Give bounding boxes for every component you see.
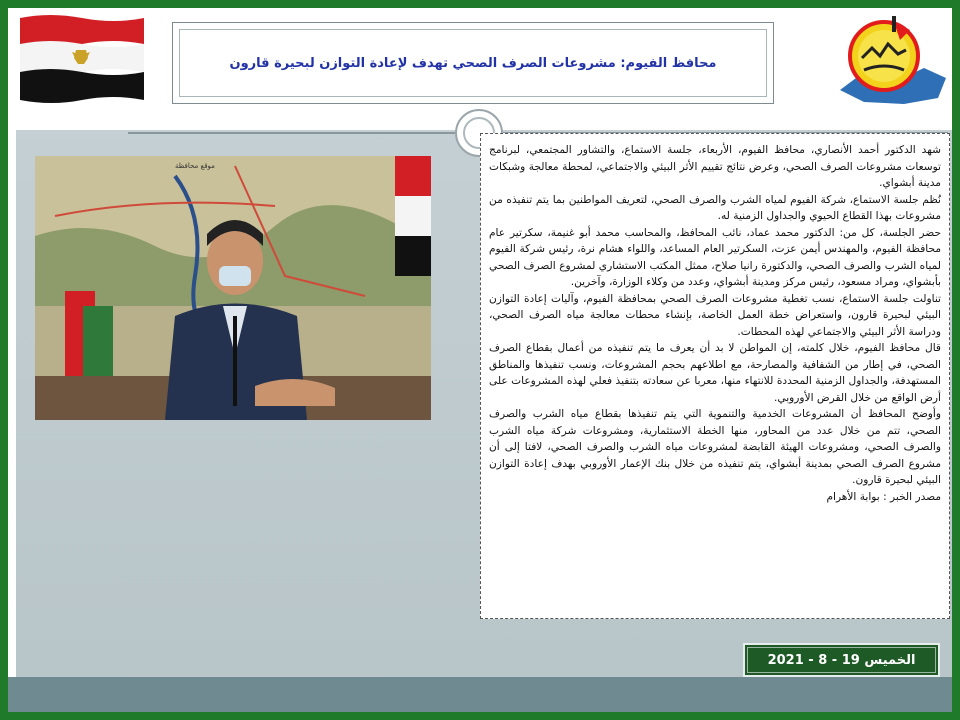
article-paragraph-2: نُظم جلسة الاستماع، شركة الفيوم لمياه الشرب والصرف الصحي، لتعريف المواطنين بما يتم تنفيذه من مشروعات بهذا القطاع الحيوي والجداول الزمنية له. <box>489 193 941 222</box>
slide <box>8 8 952 712</box>
article-paragraph-3: حضر الجلسة، كل من: الدكتور محمد عماد، نائب المحافظ، والمحاسب محمد أبو غنيمة، سكرتير عام محافظة الفيوم، والمهندس أيمن عزت، السكرتير العام المساعد، واللواء هشام نرة، رئيس شركة الفيوم لمياه الشرب والصرف الصحي، والدكتورة رانيا صلاح، ممثل المكتب الاستشاري لمشروع الصرف الصحي بأبشواي، ومراد مسعود، رئيس مركز ومدينة أبشواي، وعدد من وكلاء الوزارة، وآخرين. <box>489 226 941 288</box>
governorate-logo-icon <box>834 12 950 112</box>
article-source: مصدر الخبر : بوابة الأهرام <box>826 490 941 503</box>
map-label: موقع محافظة <box>175 162 215 170</box>
article-paragraph-5: قال محافظ الفيوم، خلال كلمته، إن المواطن لا بد أن يعرف ما يتم تنفيذه من أعمال بقطاع الصرف الصحي، في إطار من الشفافية والمصارحة، مع اطلاعهم بحجم المشروعات، ونسب تنفيذها والمناطق المستهدفة، والجداول الزمنية المحددة للانتهاء منها، معربا عن سعادته بتنفيذ فعلي لهذه المشروعات على أرض الواقع من خلال القرض الأوروبي. <box>489 342 941 404</box>
egypt-flag-icon <box>16 12 146 104</box>
article-paragraph-1: شهد الدكتور أحمد الأنصاري، محافظ الفيوم، الأربعاء، جلسة الاستماع، والتشاور المجتمعي، لبرنامج توسعات مشروعات الصرف الصحي، وعرض نتائج تقييم الأثر البيئي والاجتماعي، لمحطة معالجة وشبكات مدينة أبشواي. <box>489 144 941 189</box>
date-label: الخميس 19 - 8 - 2021 <box>747 647 936 673</box>
governor-photo <box>35 156 431 420</box>
article-body <box>480 133 950 619</box>
article-paragraph-6: وأوضح المحافظ أن المشروعات الخدمية والتنموية التي يتم تنفيذها بقطاع مياه الشرب والصرف الصحي، تتم من خلال عدد من المحاور، منها الخطة الاستثمارية، ومشروعات شركة مياه الشرب والصرف الصحي، ومشروعات الهيئة القابضة لمشروعات مياه الشرب والصرف الصحي، لافتا إلى أن مشروع الصرف الصحي بمدينة أبشواي، يتم تنفيذه من خلال بنك الإعمار الأوروبي بهدف إعادة التوازن البيئي لبحيرة قارون. <box>489 408 941 486</box>
footer-strip <box>8 677 952 712</box>
article-paragraph-4: تناولت جلسة الاستماع، نسب تغطية مشروعات الصرف الصحي بمحافظة الفيوم، وآليات إعادة التوازن البيئي لبحيرة قارون، واستعراض خطة العمل الخاصة، بإنشاء محطات معالجة مياه الصرف الصحي، ودراسة الأثر البيئي والاجتماعي لهذه المحطات. <box>489 292 941 338</box>
date-box <box>743 643 940 677</box>
page-title: محافظ الفيوم: مشروعات الصرف الصحي تهدف لإعادة التوازن لبحيرة قارون <box>229 55 717 71</box>
title-box <box>172 22 774 104</box>
